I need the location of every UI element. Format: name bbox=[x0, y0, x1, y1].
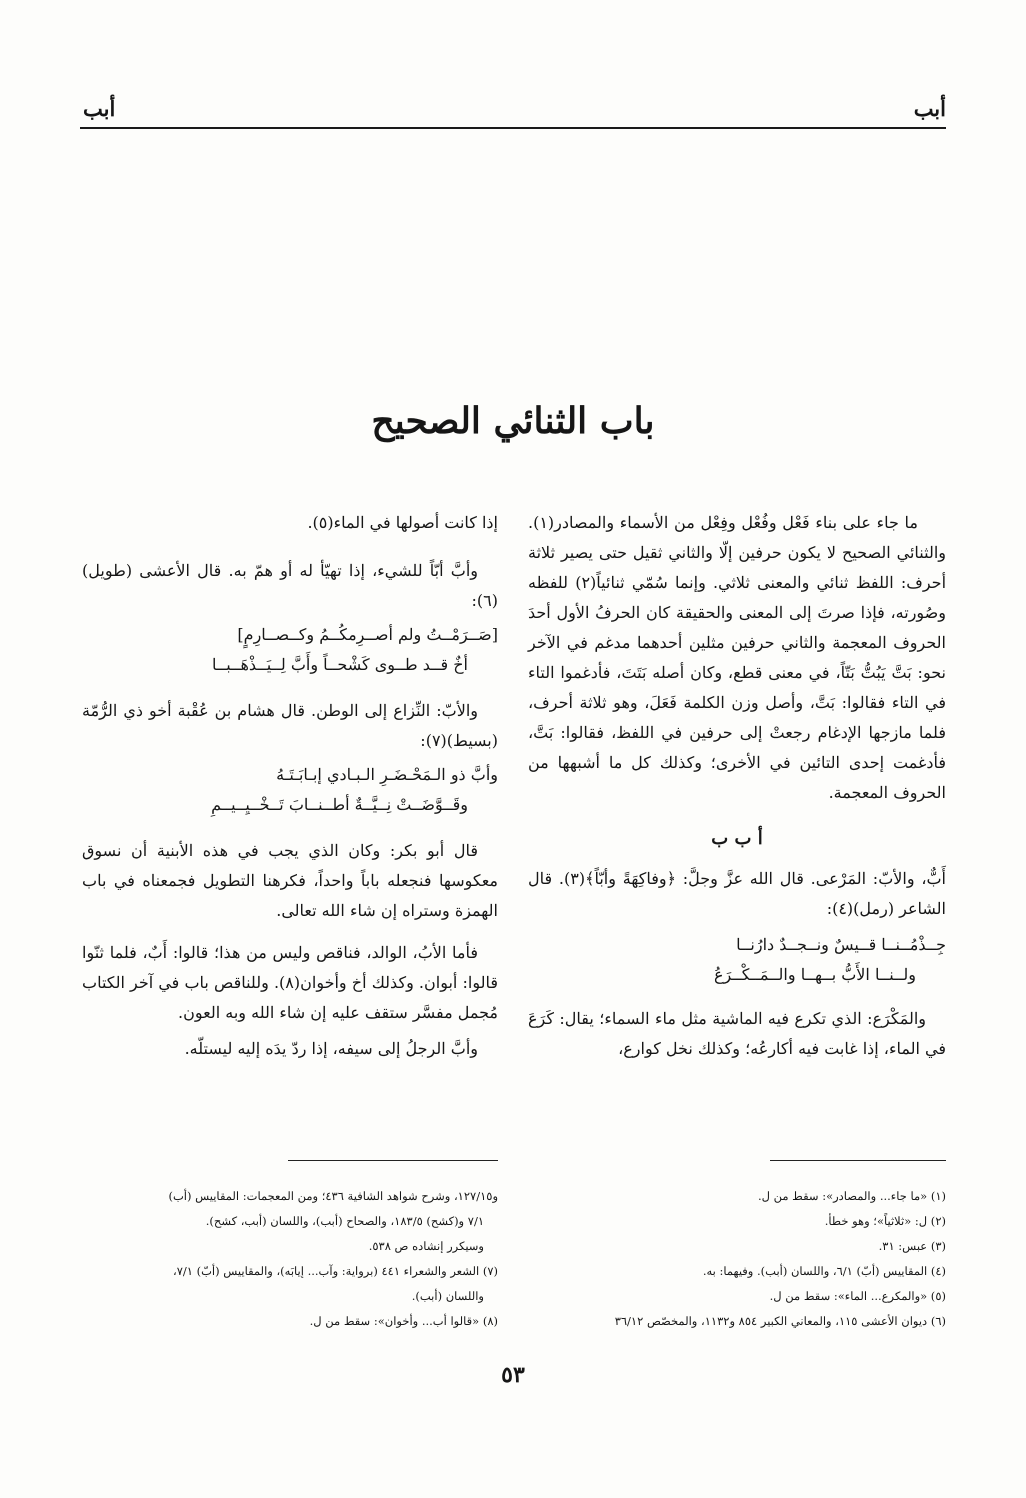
paragraph: قال أبو بكر: وكان الذي يجب في هذه الأبنية أن نسوق معكوسها فنجعله باباً واحداً، فكرهنا التطويل فجمعناه في باب الهمزة وستراه إن شاء الله تعالى. bbox=[82, 841, 498, 920]
footnote-rule-left bbox=[288, 1160, 498, 1161]
intro-paragraph: ما جاء على بناء فَعْل وفُعْل وفِعْل من الأسماء والمصادر(١). والثنائي الصحيح لا يكون حرفين إلّا والثاني ثقيل حتى يصير ثلاثة أحرف: اللفظ ثنائي والمعنى ثلاثي. وإنما سُمّي ثنائياً(٢) للفظه وصُورته، فإذا صرتَ إلى المعنى والحقيقة كان الحرفُ الأول أحدَ الحروف المعجمة والثاني حرفين مثلين أحدهما مدغم في الآخر نحو: بَتَّ يَبُتُّ بَتّاً، في معنى قطع، وكان أصله بَتَتَ، فأدغموا التاء في التاء فقالوا: بَتَّ، وأصل وزن الكلمة فَعَلَ، وهو ثلاثة أحرف، فلما مازجها الإدغام رجعتْ إلى حرفين في اللفظ، فقالوا: بَتَّ، فأدغمت إحدى التائين في الأخرى؛ وكذلك كل ما أشبهها من الحروف المعجمة. bbox=[528, 513, 947, 802]
footnote: (٣) عبس: ٣١. bbox=[878, 1239, 946, 1253]
verse-line: أخٌ قــد طــوى كَشْحــاً وأَبَّ لِــيَــذْهَــبــا bbox=[212, 655, 468, 674]
verse-block bbox=[82, 620, 498, 680]
footnote: وسيكرر إنشاده ص ٥٣٨. bbox=[368, 1239, 484, 1253]
entry-paragraph: والمَكْرَع: الذي تكرع فيه الماشية مثل ماء السماء؛ يقال: كَرَعَ في الماء، إذا غابت فيه أكارعُه؛ وكذلك نخل كوارع، bbox=[528, 1009, 946, 1058]
footnote: ٧/١ و(كشح) ١٨٣/٥، والصحاح (أبب)، واللسان (أبب، كشح). bbox=[205, 1214, 484, 1228]
verse-line: ولــنــا الأَبُّ بــهــا والــمَــكْــرَعُ bbox=[713, 965, 916, 984]
verse-line: وأبَّ ذو الـمَحْـضَـرِ الـبـادي إبـابَـتَـهُ bbox=[276, 765, 498, 784]
chapter-title: باب الثنائي الصحيح bbox=[371, 400, 655, 442]
verse-line: جِــذْمُــنــا قــيسٌ ونــجــدٌ دارُنــا bbox=[736, 935, 946, 954]
footnote: (٧) الشعر والشعراء ٤٤١ (برواية: وآب... إيابَه)، والمقاييس (أبّ) ٧/١، bbox=[173, 1264, 498, 1278]
footnote: (١) «ما جاء... والمصادر»: سقط من ل. bbox=[757, 1189, 946, 1203]
verse-line: وقَــوَّضَــتْ نِــيَّــةٌ أطــنــابَ تَــخْــيِــيــمِ bbox=[211, 795, 468, 814]
verse-line: [صَــرَمْــتُ ولم أصــرِمكُــمُ وكــصــارِمٍ] bbox=[237, 625, 498, 644]
footnote: (٨) «قالوا أب... وأخوان»: سقط من ل. bbox=[309, 1314, 498, 1328]
footnote: (٢) ل: «ثلاثياً»؛ وهو خطأ. bbox=[824, 1214, 946, 1228]
running-header-right: أبب bbox=[913, 96, 946, 121]
footnotes-right bbox=[528, 1184, 946, 1334]
footnote: (٦) ديوان الأعشى ١١٥، والمعاني الكبير ٨٥٤ و١١٣٢، والمخصّص ٣٦/١٢ bbox=[614, 1314, 946, 1328]
footnotes-left bbox=[82, 1184, 498, 1334]
footnote-rule-right bbox=[770, 1160, 946, 1161]
paragraph: وأبَّ أبّاً للشيء، إذا تهيّأ له أو همّ به. قال الأعشى (طويل)(٦): bbox=[82, 561, 498, 610]
entry-paragraph: أَبٌّ، والأبّ: المَرْعى. قال الله عزَّ وجلَّ: ﴿وفاكِهَةً وأبّاً﴾(٣). قال الشاعر (رمل)(٤): bbox=[528, 869, 947, 918]
verse-block bbox=[82, 760, 498, 820]
page-number: ٥٣ bbox=[501, 1362, 525, 1388]
verse-block bbox=[528, 930, 946, 990]
right-column bbox=[528, 508, 946, 1064]
running-header-left: أبب bbox=[83, 96, 116, 121]
footnote: و١٢٧/١٥، وشرح شواهد الشافية ٤٣٦؛ ومن المعجمات: المقاييس (أب) bbox=[168, 1189, 498, 1203]
paragraph: والأبّ: النِّزاع إلى الوطن. قال هشام بن عُقْبة أخو ذي الرُّمّة (بسيط)(٧): bbox=[82, 701, 498, 750]
paragraph: فأما الأبُ، الوالد، فناقص وليس من هذا؛ قالوا: أَبٌ، فلما ثنّوا قالوا: أبوان. وكذلك أخ وأخوان(٨). وللناقص باب في آخر الكتاب مُجمل مفسَّر ستقف عليه إن شاء الله وبه العون. bbox=[82, 943, 498, 1022]
section-heading: أ ب ب bbox=[711, 828, 763, 849]
left-column bbox=[82, 508, 498, 1064]
paragraph: وأبَّ الرجلُ إلى سيفه، إذا ردّ يدَه إليه ليستلّه. bbox=[184, 1039, 478, 1058]
footnote: واللسان (أبب). bbox=[411, 1289, 484, 1303]
paragraph: إذا كانت أصولها في الماء(٥). bbox=[307, 513, 498, 532]
header-rule bbox=[80, 127, 946, 129]
footnote: (٤) المقاييس (أبّ) ٦/١، واللسان (أبب). وفيهما: به. bbox=[702, 1264, 946, 1278]
footnote: (٥) «والمكرع... الماء»: سقط من ل. bbox=[769, 1289, 946, 1303]
